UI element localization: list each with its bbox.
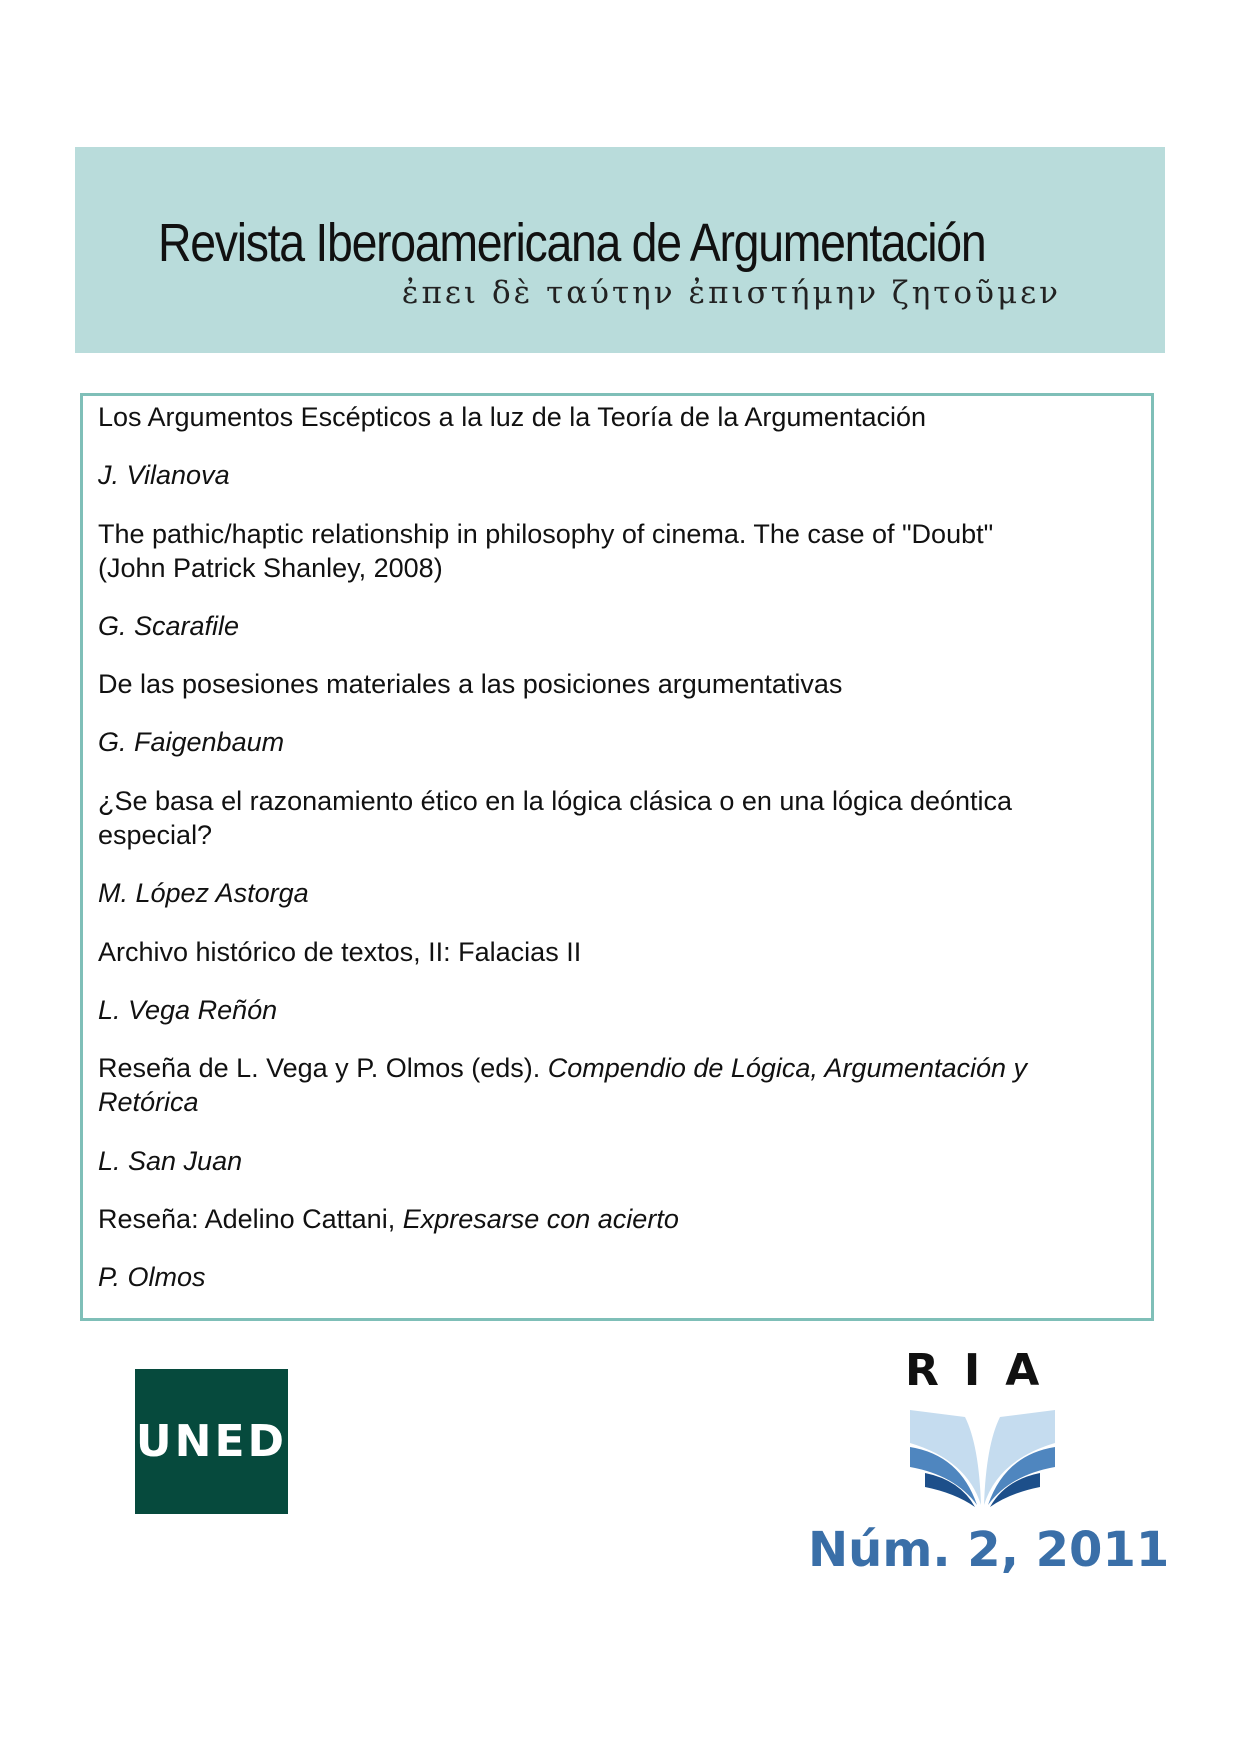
article-author: L. San Juan xyxy=(98,1146,243,1176)
article-author: J. Vilanova xyxy=(98,460,230,490)
article-author: M. López Astorga xyxy=(98,878,309,908)
article-title: Archivo histórico de textos, II: Falacias II xyxy=(98,937,582,967)
article-title: Reseña de L. Vega y P. Olmos (eds). Compendio de Lógica, Argumentación y Retórica xyxy=(98,1053,1028,1117)
article-author: L. Vega Reñón xyxy=(98,995,278,1025)
journal-motto: ἐπει δὲ ταύτην ἐπιστήμην ζητοῦμεν xyxy=(401,275,1061,311)
uned-logo: UNED xyxy=(135,1369,288,1514)
article-title: De las posesiones materiales a las posiciones argumentativas xyxy=(98,669,843,699)
open-book-icon xyxy=(905,1405,1060,1510)
article-title: Reseña: Adelino Cattani, Expresarse con acierto xyxy=(98,1204,679,1234)
article-title: Los Argumentos Escépticos a la luz de la Teoría de la Argumentación xyxy=(98,402,926,432)
journal-title: Revista Iberoamericana de Argumentación xyxy=(158,213,986,273)
article-author: G. Scarafile xyxy=(98,611,240,641)
article-author: P. Olmos xyxy=(98,1262,206,1292)
ria-logo-text: RIA xyxy=(905,1345,1065,1396)
article-title: ¿Se basa el razonamiento ético en la lógica clásica o en una lógica deóntica especial? xyxy=(98,786,1013,850)
issue-number: Núm. 2, 2011 xyxy=(808,1522,1170,1578)
article-author: G. Faigenbaum xyxy=(98,727,285,757)
article-title: The pathic/haptic relationship in philosophy of cinema. The case of "Doubt" (John Patrick Shanley, 2008) xyxy=(98,519,994,583)
